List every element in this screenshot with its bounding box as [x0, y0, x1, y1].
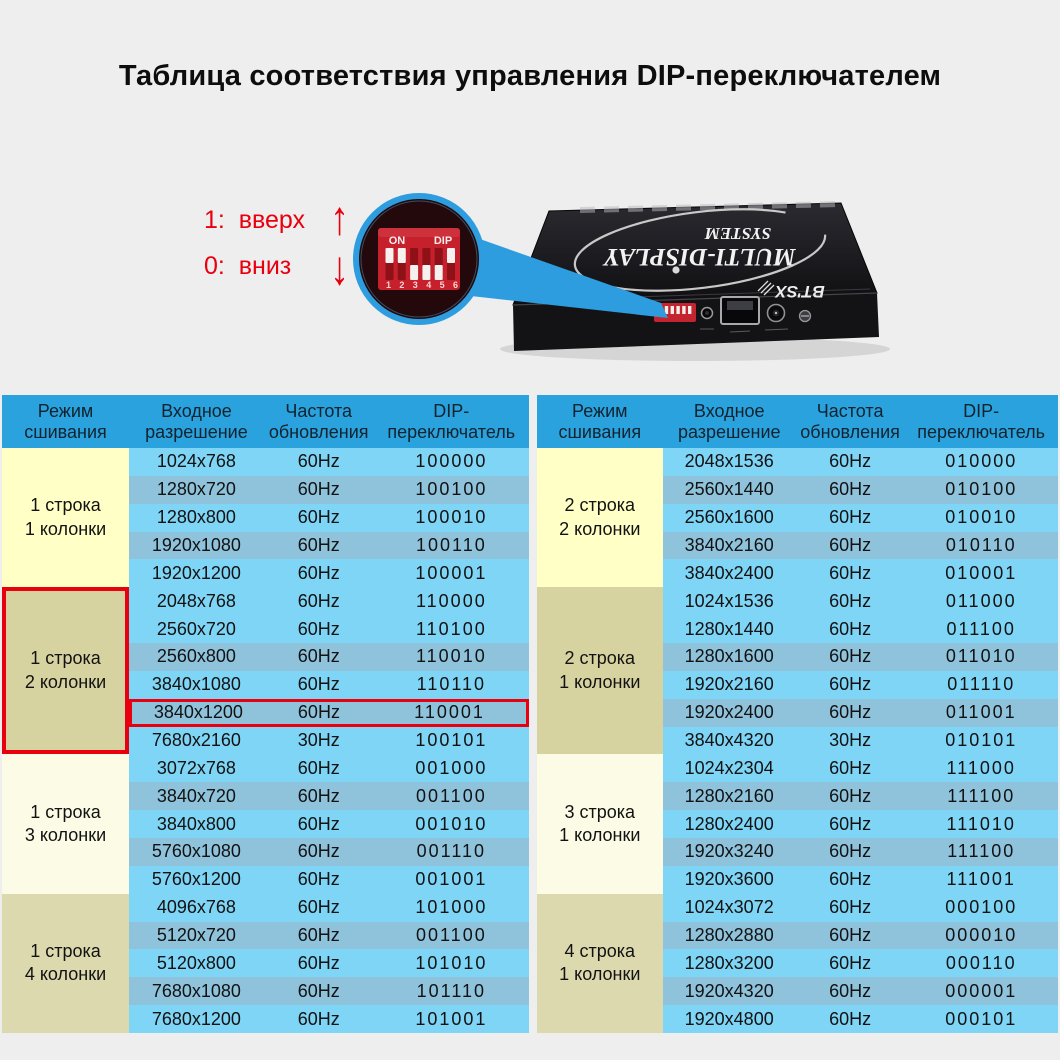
column-header: Частота обновления — [800, 400, 900, 442]
refresh-rate-cell: 60Hz — [829, 757, 872, 778]
resolution-cell: 2560x800 — [156, 646, 236, 667]
mode-group — [537, 894, 1058, 1033]
dip-code-cell: 111100 — [947, 841, 1016, 862]
refresh-rate-cell: 60Hz — [297, 479, 340, 500]
mode-group — [2, 894, 529, 1033]
dip-code-cell: 000010 — [945, 925, 1018, 946]
refresh-rate-cell: 60Hz — [297, 702, 340, 723]
resolution-cell: 1024x768 — [156, 451, 236, 472]
table-row — [129, 476, 529, 504]
dip-code-cell: 110000 — [415, 590, 487, 611]
mode-cell: 4 строка 1 колонки — [537, 894, 663, 1033]
dip-code-cell: 101010 — [415, 952, 488, 973]
table-row — [663, 699, 1058, 727]
table-row — [663, 532, 1058, 560]
table-row — [129, 699, 529, 727]
dip-code-cell: 001100 — [415, 785, 487, 806]
table-header-row — [537, 395, 1058, 448]
table-row — [663, 949, 1058, 977]
table-row — [129, 810, 529, 838]
table-row — [663, 643, 1058, 671]
dip-code-cell: 010001 — [945, 562, 1018, 583]
table-row — [129, 838, 529, 866]
dip-on-label: ON — [388, 235, 406, 247]
resolution-cell: 3840x4320 — [684, 730, 774, 751]
mode-cell: 1 строка 1 колонки — [2, 448, 129, 587]
dip-code-cell: 111010 — [946, 813, 1016, 834]
resolution-cell: 1280x2880 — [684, 925, 774, 946]
column-header: DIP- переключатель — [917, 400, 1046, 442]
refresh-rate-cell: 60Hz — [829, 813, 872, 834]
refresh-rate-cell: 60Hz — [829, 562, 872, 583]
resolution-cell: 4096x768 — [156, 897, 236, 918]
table-header-row — [2, 395, 529, 448]
refresh-rate-cell: 60Hz — [297, 813, 340, 834]
refresh-rate-cell: 60Hz — [829, 952, 872, 973]
refresh-rate-cell: 60Hz — [829, 869, 872, 890]
table-row — [129, 949, 529, 977]
resolution-cell: 1024x1536 — [684, 590, 774, 611]
mode-cell: 2 строка 2 колонки — [537, 448, 663, 587]
dip-magnifier — [356, 196, 482, 322]
dip-code-cell: 011110 — [947, 674, 1016, 695]
dip-code-cell: 111100 — [947, 785, 1016, 806]
resolution-cell: 5760x1080 — [151, 841, 241, 862]
refresh-rate-cell: 60Hz — [829, 1008, 872, 1029]
dip-code-cell: 111001 — [946, 869, 1016, 890]
refresh-rate-cell: 60Hz — [297, 590, 340, 611]
table-row — [663, 504, 1058, 532]
dip-code-cell: 100101 — [415, 730, 488, 751]
mode-group — [537, 754, 1058, 893]
refresh-rate-cell: 60Hz — [829, 451, 872, 472]
resolution-cell: 1280x3200 — [684, 952, 774, 973]
refresh-rate-cell: 60Hz — [297, 674, 340, 695]
device-illustration — [190, 186, 890, 366]
table-row — [663, 559, 1058, 587]
table-row — [129, 894, 529, 922]
dip-code-cell: 001010 — [415, 813, 488, 834]
table-row — [129, 922, 529, 950]
mode-cell: 1 строка 4 колонки — [2, 894, 129, 1033]
refresh-rate-cell: 60Hz — [297, 925, 340, 946]
dip-code-cell: 010110 — [945, 535, 1017, 555]
dip-code-cell: 000110 — [945, 952, 1017, 973]
refresh-rate-cell: 60Hz — [829, 507, 872, 528]
dip-table-right — [537, 395, 1058, 1033]
table-row — [663, 866, 1058, 894]
resolution-cell: 1920x1080 — [151, 535, 241, 555]
column-header: Режим сшивания — [24, 400, 107, 442]
dip-label: DIP — [433, 235, 453, 247]
dip-code-cell: 101000 — [415, 897, 488, 918]
column-header: Режим сшивания — [558, 400, 642, 442]
refresh-rate-cell: 60Hz — [829, 590, 872, 611]
refresh-rate-cell: 60Hz — [297, 562, 340, 583]
dip-code-cell: 110100 — [415, 618, 487, 639]
dip-code-cell: 000001 — [945, 980, 1018, 1001]
dip-code-cell: 010010 — [945, 507, 1018, 528]
refresh-rate-cell: 60Hz — [297, 646, 340, 667]
refresh-rate-cell: 60Hz — [829, 479, 872, 500]
dip-code-cell: 100100 — [415, 479, 488, 500]
table-row — [663, 838, 1058, 866]
resolution-cell: 3072x768 — [156, 757, 236, 778]
table-row — [129, 615, 529, 643]
table-row — [663, 810, 1058, 838]
mode-cell: 2 строка 1 колонки — [537, 587, 663, 754]
resolution-cell: 2048x1536 — [684, 451, 774, 472]
refresh-rate-cell: 60Hz — [297, 535, 340, 555]
refresh-rate-cell: 60Hz — [829, 980, 872, 1001]
resolution-cell: 1024x2304 — [684, 757, 774, 778]
resolution-cell: 1280x720 — [156, 479, 236, 500]
refresh-rate-cell: 60Hz — [829, 841, 872, 862]
mode-cell: 1 строка 2 колонки — [2, 587, 129, 754]
refresh-rate-cell: 60Hz — [297, 897, 340, 918]
mode-cell: 3 строка 1 колонки — [537, 754, 663, 893]
dip-code-cell: 010100 — [945, 479, 1018, 500]
table-row — [663, 727, 1058, 755]
mode-cell: 1 строка 3 колонки — [2, 754, 129, 893]
table-row — [663, 754, 1058, 782]
resolution-cell: 3840x2160 — [684, 535, 774, 555]
resolution-cell: 1920x3600 — [684, 869, 774, 890]
legend-down: 0: вниз — [204, 252, 292, 280]
table-row — [663, 615, 1058, 643]
refresh-rate-cell: 30Hz — [297, 730, 340, 751]
dip-code-cell: 100110 — [415, 535, 487, 555]
dip-code-cell: 011000 — [945, 590, 1017, 611]
resolution-cell: 5120x800 — [156, 952, 236, 973]
resolution-cell: 1920x4800 — [684, 1008, 774, 1029]
mode-group — [537, 587, 1058, 754]
mode-group — [2, 448, 529, 587]
table-row — [129, 448, 529, 476]
up-arrow-icon: ↑ — [330, 192, 349, 246]
table-row — [663, 922, 1058, 950]
dip-code-cell: 111000 — [946, 757, 1016, 778]
table-row — [129, 504, 529, 532]
dip-code-cell: 000101 — [945, 1008, 1018, 1029]
refresh-rate-cell: 60Hz — [297, 507, 340, 528]
legend-up: 1: вверх — [204, 206, 306, 234]
dip-code-cell: 110001 — [414, 702, 485, 723]
refresh-rate-cell: 60Hz — [297, 980, 340, 1001]
refresh-rate-cell: 60Hz — [297, 757, 340, 778]
table-row — [129, 559, 529, 587]
resolution-cell: 3840x800 — [156, 813, 236, 834]
resolution-cell: 1024x3072 — [684, 897, 774, 918]
resolution-cell: 2560x1440 — [684, 479, 774, 500]
refresh-rate-cell: 60Hz — [297, 1008, 340, 1029]
dip-code-cell: 100010 — [415, 507, 488, 528]
resolution-cell: 5760x1200 — [151, 869, 241, 890]
resolution-cell: 1280x1440 — [684, 618, 774, 639]
resolution-cell: 3840x2400 — [684, 562, 774, 583]
dip-code-cell: 100001 — [415, 562, 488, 583]
resolution-cell: 2560x720 — [156, 618, 236, 639]
table-row — [663, 448, 1058, 476]
resolution-cell: 7680x2160 — [151, 730, 241, 751]
product-name-line2: SYSTEM — [704, 224, 772, 243]
table-row — [663, 587, 1058, 615]
table-row — [129, 671, 529, 699]
table-row — [129, 587, 529, 615]
page-title: Таблица соответствия управления DIP-переключателем — [118, 60, 942, 92]
refresh-rate-cell: 60Hz — [297, 618, 340, 639]
dip-code-cell: 101110 — [416, 980, 487, 1001]
refresh-rate-cell: 60Hz — [829, 897, 872, 918]
table-row — [129, 782, 529, 810]
product-name-line1: MULTI-DISPLAY — [604, 243, 796, 270]
resolution-cell: 1280x800 — [156, 507, 236, 528]
dip-code-cell: 001110 — [416, 841, 487, 862]
dip-numbers: 1 2 3 4 5 6 — [386, 280, 458, 290]
dip-code-cell: 000100 — [945, 897, 1018, 918]
resolution-cell: 5120x720 — [156, 925, 236, 946]
refresh-rate-cell: 60Hz — [297, 869, 340, 890]
refresh-rate-cell: 60Hz — [297, 451, 340, 472]
dip-code-cell: 011100 — [946, 618, 1016, 639]
table-row — [663, 671, 1058, 699]
dip-code-cell: 001000 — [415, 757, 488, 778]
table-row — [129, 977, 529, 1005]
column-header: DIP- переключатель — [387, 400, 516, 442]
refresh-rate-cell: 60Hz — [297, 785, 340, 806]
resolution-cell: 3840x720 — [156, 785, 236, 806]
table-row — [663, 782, 1058, 810]
dip-code-cell: 001001 — [415, 869, 488, 890]
resolution-cell: 2560x1600 — [684, 507, 774, 528]
dip-code-cell: 001100 — [415, 925, 487, 946]
resolution-cell: 7680x1080 — [151, 980, 241, 1001]
mode-group — [2, 754, 529, 893]
dip-code-cell: 110010 — [415, 646, 487, 667]
table-row — [129, 754, 529, 782]
mode-group — [2, 587, 529, 754]
refresh-rate-cell: 60Hz — [297, 952, 340, 973]
table-row — [129, 532, 529, 560]
refresh-rate-cell: 60Hz — [829, 925, 872, 946]
table-row — [129, 643, 529, 671]
mode-group — [537, 448, 1058, 587]
refresh-rate-cell: 60Hz — [829, 535, 872, 555]
table-row — [663, 977, 1058, 1005]
dip-code-cell: 011010 — [945, 646, 1017, 667]
column-header: Частота обновления — [268, 400, 369, 442]
table-row — [663, 894, 1058, 922]
refresh-rate-cell: 30Hz — [829, 730, 872, 751]
resolution-cell: 1920x1200 — [151, 562, 241, 583]
refresh-rate-cell: 60Hz — [829, 674, 872, 695]
resolution-cell: 2048x768 — [156, 590, 236, 611]
resolution-cell: 1280x2400 — [684, 813, 774, 834]
dip-table-left — [2, 395, 529, 1033]
dip-code-cell: 110110 — [416, 674, 487, 695]
refresh-rate-cell: 60Hz — [829, 618, 872, 639]
table-row — [663, 476, 1058, 504]
dip-code-cell: 100000 — [415, 451, 488, 472]
resolution-cell: 1920x2400 — [684, 702, 774, 723]
resolution-cell: 1280x2160 — [684, 785, 774, 806]
resolution-cell: 1280x1600 — [684, 646, 774, 667]
column-header: Входное разрешение — [145, 400, 248, 442]
dip-code-cell: 010101 — [945, 730, 1018, 751]
table-row — [129, 866, 529, 894]
refresh-rate-cell: 60Hz — [829, 702, 872, 723]
table-row — [663, 1005, 1058, 1033]
dip-code-cell: 010000 — [945, 451, 1018, 472]
resolution-cell: 1920x4320 — [684, 980, 774, 1001]
refresh-rate-cell: 60Hz — [829, 785, 872, 806]
down-arrow-icon: ↓ — [330, 242, 349, 296]
dip-code-cell: 101001 — [415, 1008, 488, 1029]
resolution-cell: 7680x1200 — [151, 1008, 241, 1029]
table-row — [129, 727, 529, 755]
resolution-cell: 3840x1080 — [151, 674, 241, 695]
resolution-cell: 1920x2160 — [684, 674, 774, 695]
brand-logo: BT'SX — [775, 282, 825, 301]
refresh-rate-cell: 60Hz — [829, 646, 872, 667]
dip-code-cell: 011001 — [945, 702, 1017, 723]
column-header: Входное разрешение — [677, 400, 781, 442]
resolution-cell: 3840x1200 — [153, 702, 243, 723]
resolution-cell: 1920x3240 — [684, 841, 774, 862]
refresh-rate-cell: 60Hz — [297, 841, 340, 862]
table-row — [129, 1005, 529, 1033]
